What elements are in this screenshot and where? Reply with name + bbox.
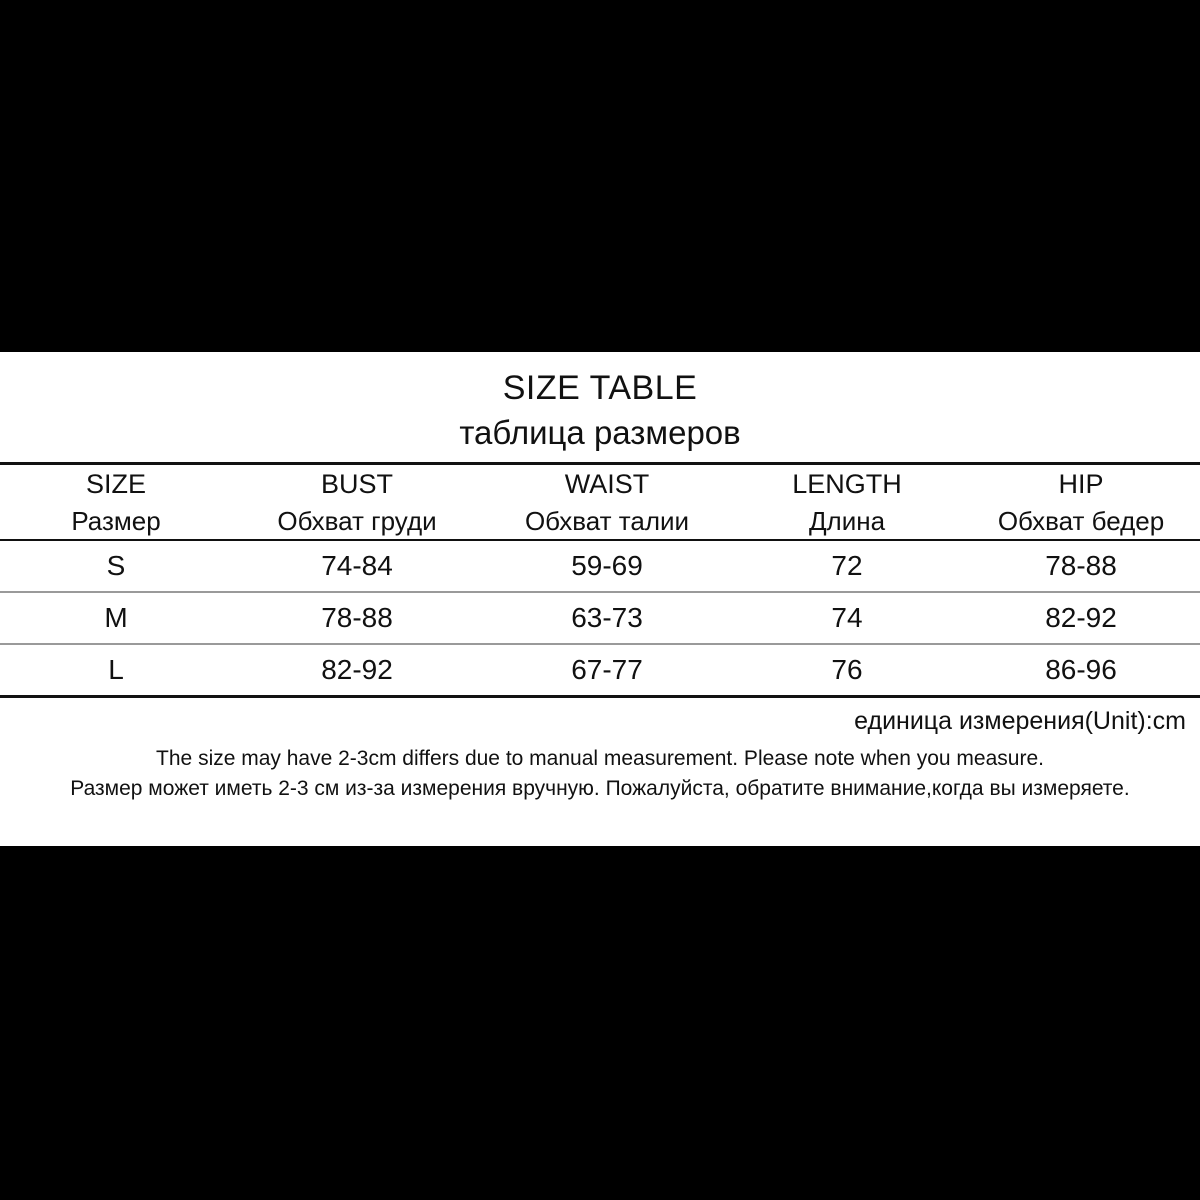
table-row [0, 592, 1200, 644]
column-header-waist-en: WAIST [564, 469, 650, 499]
unit-note: единица измерения(Unit):cm [854, 707, 1186, 735]
table-row [0, 644, 1200, 697]
column-header-hip-ru: Обхват бедер [997, 506, 1165, 536]
page-title-ru: таблица размеров [459, 414, 741, 451]
column-header-size-en: SIZE [85, 469, 146, 499]
cell-waist: 59-69 [482, 540, 732, 592]
column-header-hip-en: HIP [1058, 469, 1104, 499]
size-table-card [0, 352, 1200, 846]
cell-length: 76 [732, 644, 962, 697]
measurement-note-en: The size may have 2-3cm differs due to manual measurement. Please note when you measure. [156, 747, 1044, 770]
column-header-size-ru: Размер [71, 506, 161, 536]
column-header-length [732, 464, 962, 541]
cell-hip: 82-92 [962, 592, 1200, 644]
cell-size: M [0, 592, 232, 644]
cell-bust: 82-92 [232, 644, 482, 697]
cell-waist: 63-73 [482, 592, 732, 644]
column-header-bust [232, 464, 482, 541]
column-header-hip [962, 464, 1200, 541]
column-header-bust-en: BUST [320, 469, 393, 499]
cell-length: 72 [732, 540, 962, 592]
cell-hip: 78-88 [962, 540, 1200, 592]
cell-waist: 67-77 [482, 644, 732, 697]
cell-size: S [0, 540, 232, 592]
cell-hip: 86-96 [962, 644, 1200, 697]
cell-bust: 74-84 [232, 540, 482, 592]
cell-size: L [0, 644, 232, 697]
cell-length: 74 [732, 592, 962, 644]
page-title-en: SIZE TABLE [502, 369, 698, 407]
title-block [0, 352, 1200, 456]
column-header-size [0, 464, 232, 541]
column-header-length-en: LENGTH [792, 469, 902, 499]
column-header-length-ru: Длина [808, 506, 886, 536]
table-header-row [0, 464, 1200, 541]
size-table [0, 462, 1200, 698]
cell-bust: 78-88 [232, 592, 482, 644]
measurement-note-ru: Размер может иметь 2-3 см из-за измерения вручную. Пожалуйста, обратите внимание,когда вы измеряете. [70, 777, 1130, 800]
column-header-waist-ru: Обхват талии [524, 506, 690, 536]
column-header-waist [482, 464, 732, 541]
table-row [0, 540, 1200, 592]
column-header-bust-ru: Обхват груди [277, 506, 437, 536]
